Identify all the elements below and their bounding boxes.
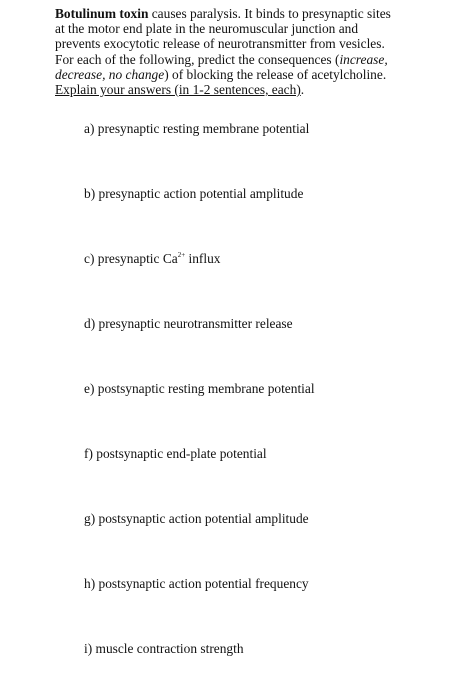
- question-b: b) presynaptic action potential amplitude: [84, 186, 304, 201]
- question-i: i) muscle contraction strength: [84, 641, 244, 656]
- question-f: f) postsynaptic end-plate potential: [84, 446, 267, 461]
- question-c-text: c) presynaptic Ca: [84, 251, 178, 266]
- intro-line-5-text: ) of blocking the release of acetylcholine.: [164, 66, 387, 82]
- intro-line-6-end: .: [300, 82, 305, 98]
- intro-line-4-text: For each of the following, predict the consequences (: [55, 51, 340, 67]
- intro-line-5: [55, 67, 455, 82]
- question-d: d) presynaptic neurotransmitter release: [84, 316, 293, 331]
- intro-paragraph: [55, 6, 455, 97]
- calcium-charge-superscript: 2+: [177, 251, 186, 259]
- question-c: [84, 251, 221, 267]
- question-e: e) postsynaptic resting membrane potential: [84, 381, 315, 396]
- question-a: a) presynaptic resting membrane potential: [84, 121, 310, 136]
- intro-line-4: [55, 52, 455, 67]
- question-c-text-end: influx: [185, 251, 221, 266]
- question-g: g) postsynaptic action potential amplitude: [84, 511, 309, 526]
- intro-line-1-text: causes paralysis. It binds to presynaptic sites: [148, 6, 391, 21]
- intro-line-3: prevents exocytotic release of neurotransmitter from vesicles.: [55, 36, 385, 52]
- intro-line-1: [55, 6, 455, 21]
- intro-line-2: at the motor end plate in the neuromuscular junction and: [55, 21, 359, 37]
- question-h: h) postsynaptic action potential frequency: [84, 576, 309, 591]
- options-decrease-nochange: decrease, no change: [55, 66, 165, 82]
- intro-line-6: [55, 82, 455, 97]
- option-increase: increase,: [339, 51, 388, 67]
- explain-instruction: Explain your answers (in 1-2 sentences, each): [55, 82, 301, 98]
- toxin-name: Botulinum toxin: [55, 6, 149, 21]
